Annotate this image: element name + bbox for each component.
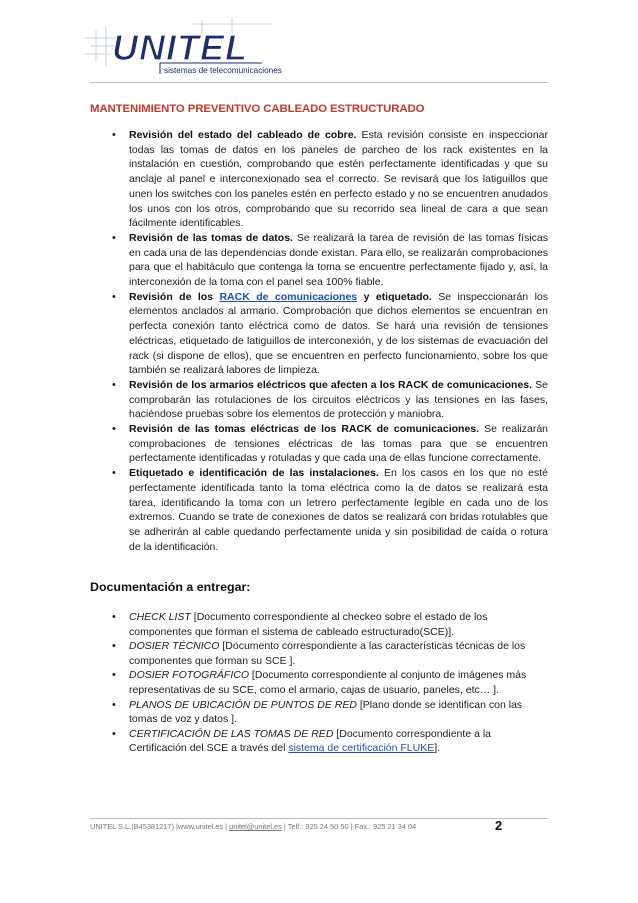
footer-rule (90, 818, 548, 819)
logo-brand-text: UNITEL (112, 27, 248, 68)
item-text: Se inspeccionarán los elementos anclados al armario. Comprobación que dichos elementos se encuentran en perfecta conexión tanto eléctrica como de datos. Se hará una revisión de tensiones eléctricas, etiquetado de latiguillos de interconexión, y de los sistemas de evacuación del rack (si dispone de ellos), que se encuentren en perfecto funcionamiento, sobre los que también se realizará labores de limpieza. (129, 290, 548, 377)
item-heading-post: y etiquetado. (357, 290, 432, 303)
list-item (90, 422, 548, 466)
list-item (90, 290, 548, 378)
doc-name: CHECK LIST (129, 611, 191, 623)
bullet-icon: • (112, 669, 116, 682)
list-item (90, 668, 548, 697)
item-heading: Revisión del estado del cableado de cobre. (129, 129, 357, 141)
list-item (90, 698, 548, 727)
doc-description: [Documento correspondiente a las características técnicas de los componentes que forman su SCE ]. (129, 640, 526, 667)
footer (90, 822, 416, 831)
docs-section-title: Documentación a entregar: (90, 580, 251, 594)
list-item (90, 610, 548, 639)
item-heading (129, 291, 432, 303)
bullet-icon: • (112, 611, 116, 623)
documents-list (90, 610, 548, 756)
footer-email-link[interactable]: unitel@unitel.es (229, 822, 282, 831)
list-item (90, 378, 548, 422)
page-title: MANTENIMIENTO PREVENTIVO CABLEADO ESTRUCTURADO (90, 103, 425, 115)
page-number: 2 (495, 818, 503, 833)
header-rule (90, 82, 548, 83)
rack-comunicaciones-link[interactable]: RACK de comunicaciones (219, 290, 358, 303)
item-heading: Revisión de las tomas eléctricas de los RACK de comunicaciones. (129, 423, 480, 436)
footer-company: UNITEL S.L.(B45381217) |www.unitel.es | (90, 822, 230, 831)
item-text: En los casos en los que no esté perfectamente identificada tanto la toma eléctrica como la de datos se realizará esta tarea, identificando la toma con un letrero perfectamente legible en cada uno de los extremos. Cuando se trate de conexiones de datos se realizará con bridas rotulables que se adherirán al cable quedando perfectamente unida y sin posibilidad de caída o rotura de la identificación. (129, 467, 548, 553)
bullet-icon: • (112, 378, 116, 391)
item-heading: Revisión de los armarios eléctricos que afecten a los RACK de comunicaciones. (129, 378, 533, 391)
bullet-icon: • (112, 698, 116, 711)
item-text: Se realizará la tarea de revisión de las tomas físicas en cada una de las dependencias donde existan. Para ello, se realizarán comprobaciones para que el habitáculo que contenga la toma se encuentre perfectamente fijado y, así, la interconexión de la toma con el panel sea 100% fiable. (129, 231, 548, 289)
bullet-icon: • (112, 467, 116, 480)
item-text: Se comprobarán las rotulaciones de los circuitos eléctricos y las tensiones en las fases, haciéndose pruebas sobre los elementos de protección y maniobra. (129, 378, 549, 421)
item-heading: Revisión de las tomas de datos. (129, 231, 293, 244)
doc-description-end: ]. (434, 742, 441, 755)
doc-name: PLANOS DE UBICACIÓN DE PUNTOS DE RED (129, 698, 357, 711)
list-item (90, 231, 548, 290)
bullet-icon: • (112, 129, 116, 141)
logo-tagline: sistemas de telecomunicaciones (164, 66, 282, 75)
item-heading-pre: Revisión de los (129, 290, 220, 303)
bullet-icon: • (112, 727, 116, 740)
maintenance-list (90, 128, 548, 554)
doc-description: [Plano donde se identifican con las tomas de voz y datos ]. (129, 698, 523, 726)
unitel-logo (82, 16, 282, 80)
list-item (90, 466, 548, 554)
item-text: Esta revisión consiste en inspeccionar todas las tomas de datos en los paneles de parcheo de los rack existentes en la instalación en cuestión, comprobando que estén perfectamente identificadas y que su anclaje al panel e interconexionado sea el correcto. Se revisará que los latiguillos que unen los switches con los paneles estén en perfecto estado y no se encuentren anudados los unos con los otros, comprobando que su recorrido sea lineal de cara a que sean fácilmente identificables. (129, 129, 548, 230)
doc-name: CERTIFICACIÓN DE LAS TOMAS DE RED (129, 727, 334, 740)
list-item (90, 639, 548, 668)
bullet-icon: • (112, 640, 116, 653)
bullet-icon: • (112, 231, 116, 244)
fluke-certification-link[interactable]: sistema de certificación FLUKE (288, 742, 435, 755)
doc-description: [Documento correspondiente a la Certificación del SCE a través del (129, 727, 491, 755)
bullet-icon: • (112, 290, 116, 303)
doc-name: DOSIER TÉCNICO (129, 640, 220, 653)
bullet-icon: • (112, 423, 116, 436)
doc-description: [Documento correspondiente al checkeo sobre el estado de los componentes que forman el sistema de cableado estructurado(SCE)]. (129, 611, 488, 638)
footer-contact: | Telf.: 925 24 50 50 | Fax.: 925 21 34 04 (281, 822, 417, 831)
doc-description: [Documento correspondiente al conjunto de imágenes más representativas de su SCE, como el armario, cajas de usuario, paneles, etc… ]. (129, 669, 527, 696)
item-text: Se realizarán comprobaciones de tensiones eléctricas de las tomas para que se encuentren perfectamente identificadas y rotuladas y que cada una de ellas funcione correctamente. (129, 423, 548, 465)
doc-name: DOSIER FOTOGRÁFICO (129, 669, 249, 682)
list-item (90, 727, 548, 756)
item-heading: Etiquetado e identificación de las instalaciones. (129, 467, 379, 480)
list-item (90, 128, 548, 231)
